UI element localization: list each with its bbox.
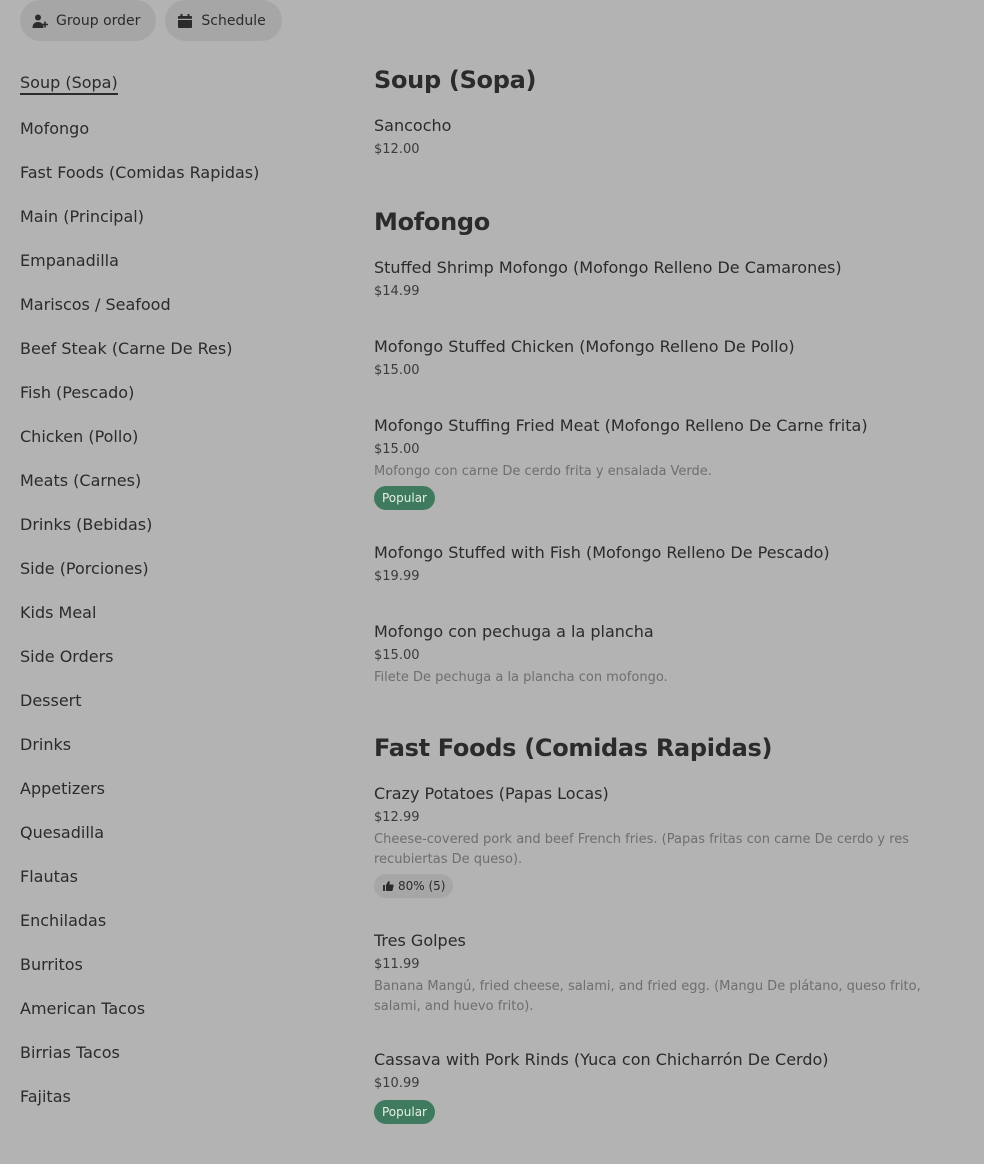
top-actions [20,0,282,41]
item-name: Mofongo Stuffed Chicken (Mofongo Relleno De Pollo) [374,337,795,356]
sidebar-item-meats-carnes[interactable] [20,458,340,502]
sidebar-item-kids-meal[interactable] [20,590,340,634]
item-price: $15.00 [374,363,420,378]
sidebar-item-label: Beef Steak (Carne De Res) [20,338,233,358]
sidebar-item-fast-foods-comidas-rapidas[interactable] [20,150,340,194]
item-price: $15.00 [374,442,420,457]
sidebar-item-label: Appetizers [20,778,105,798]
sidebar-item-label: Birrias Tacos [20,1042,120,1062]
menu-item[interactable] [374,414,964,510]
item-price: $11.99 [374,957,420,972]
sidebar-item-beef-steak-carne-de-res[interactable] [20,326,340,370]
sidebar-item-main-principal[interactable] [20,194,340,238]
item-description: Banana Mangú, fried cheese, salami, and fried egg. (Mangu De plátano, queso frito, salami, and huevo frito). [374,979,921,1014]
sidebar-item-drinks[interactable] [20,722,340,766]
sidebar-item-mariscos-seafood[interactable] [20,282,340,326]
item-price: $15.00 [374,648,420,663]
item-price: $14.99 [374,284,420,299]
menu-item[interactable] [374,114,964,162]
item-description: Cheese-covered pork and beef French fries. (Papas fritas con carne De cerdo y res recubiertas De queso). [374,832,910,867]
section-title: Mofongo [374,208,490,236]
menu-section-fast-foods-comidas-rapidas [374,728,964,1124]
sidebar-item-soup-sopa[interactable] [20,62,340,106]
sidebar-item-quesadilla[interactable] [20,810,340,854]
group-order-button[interactable] [20,0,156,41]
schedule-button[interactable] [165,0,281,41]
menu-item[interactable] [374,620,964,688]
sidebar-item-label: Drinks (Bebidas) [20,514,153,534]
item-name: Crazy Potatoes (Papas Locas) [374,784,609,803]
item-name: Mofongo Stuffing Fried Meat (Mofongo Relleno De Carne frita) [374,416,868,435]
rating-text: 80% (5) [398,879,446,893]
add-person-icon [32,13,48,29]
sidebar-item-label: Flautas [20,866,79,886]
group-order-label: Group order [56,12,141,29]
sidebar-item-label: Side Orders [20,646,114,666]
item-description: Filete De pechuga a la plancha con mofongo. [374,670,668,685]
menu-item[interactable] [374,541,964,589]
item-price: $12.99 [374,810,420,825]
sidebar-item-drinks-bebidas[interactable] [20,502,340,546]
sidebar-item-label: Fish (Pescado) [20,382,135,402]
rating-badge [374,874,453,898]
sidebar-item-label: Kids Meal [20,602,97,622]
sidebar-item-label: American Tacos [20,998,146,1018]
sidebar-item-mofongo[interactable] [20,106,340,150]
menu-section-mofongo [374,202,964,688]
sidebar-item-label: Meats (Carnes) [20,470,142,490]
sidebar-item-empanadilla[interactable] [20,238,340,282]
menu-content [374,60,964,1164]
item-name: Tres Golpes [374,931,466,950]
calendar-icon [177,13,193,29]
item-price: $12.00 [374,142,420,157]
menu-item[interactable] [374,782,964,898]
section-title: Fast Foods (Comidas Rapidas) [374,734,773,762]
category-sidebar [20,62,340,1118]
item-price: $19.99 [374,569,420,584]
sidebar-item-fajitas[interactable] [20,1074,340,1118]
sidebar-item-label: Fajitas [20,1086,71,1106]
sidebar-item-flautas[interactable] [20,854,340,898]
popular-badge: Popular [374,486,435,510]
sidebar-item-label: Drinks [20,734,72,754]
sidebar-item-burritos[interactable] [20,942,340,986]
sidebar-item-label: Chicken (Pollo) [20,426,139,446]
menu-item[interactable] [374,929,964,1017]
sidebar-item-american-tacos[interactable] [20,986,340,1030]
item-name: Cassava with Pork Rinds (Yuca con Chicharrón De Cerdo) [374,1050,829,1069]
sidebar-item-birrias-tacos[interactable] [20,1030,340,1074]
item-name: Sancocho [374,116,452,135]
sidebar-item-label: Burritos [20,954,83,974]
sidebar-item-label: Enchiladas [20,910,107,930]
sidebar-item-appetizers[interactable] [20,766,340,810]
sidebar-item-label: Main (Principal) [20,206,144,226]
menu-item[interactable] [374,1048,964,1124]
section-title: Soup (Sopa) [374,66,537,94]
item-price: $10.99 [374,1076,420,1091]
schedule-label: Schedule [201,12,266,29]
item-name: Mofongo con pechuga a la plancha [374,622,654,641]
menu-item[interactable] [374,335,964,383]
sidebar-item-fish-pescado[interactable] [20,370,340,414]
sidebar-item-label: Quesadilla [20,822,105,842]
sidebar-item-label: Mofongo [20,118,90,138]
sidebar-item-label: Fast Foods (Comidas Rapidas) [20,162,260,182]
menu-section-soup-sopa [374,60,964,162]
sidebar-item-label: Dessert [20,690,82,710]
sidebar-item-dessert[interactable] [20,678,340,722]
sidebar-item-label: Side (Porciones) [20,558,149,578]
sidebar-item-side-orders[interactable] [20,634,340,678]
popular-badge: Popular [374,1100,435,1124]
sidebar-item-chicken-pollo[interactable] [20,414,340,458]
sidebar-item-enchiladas[interactable] [20,898,340,942]
sidebar-item-side-porciones[interactable] [20,546,340,590]
thumbs-up-icon [382,880,394,892]
item-description: Mofongo con carne De cerdo frita y ensalada Verde. [374,464,712,479]
sidebar-item-label: Soup (Sopa) [20,73,118,95]
menu-item[interactable] [374,256,964,304]
item-name: Mofongo Stuffed with Fish (Mofongo Relleno De Pescado) [374,543,830,562]
sidebar-item-label: Empanadilla [20,250,119,270]
sidebar-item-label: Mariscos / Seafood [20,294,171,314]
item-name: Stuffed Shrimp Mofongo (Mofongo Relleno De Camarones) [374,258,842,277]
